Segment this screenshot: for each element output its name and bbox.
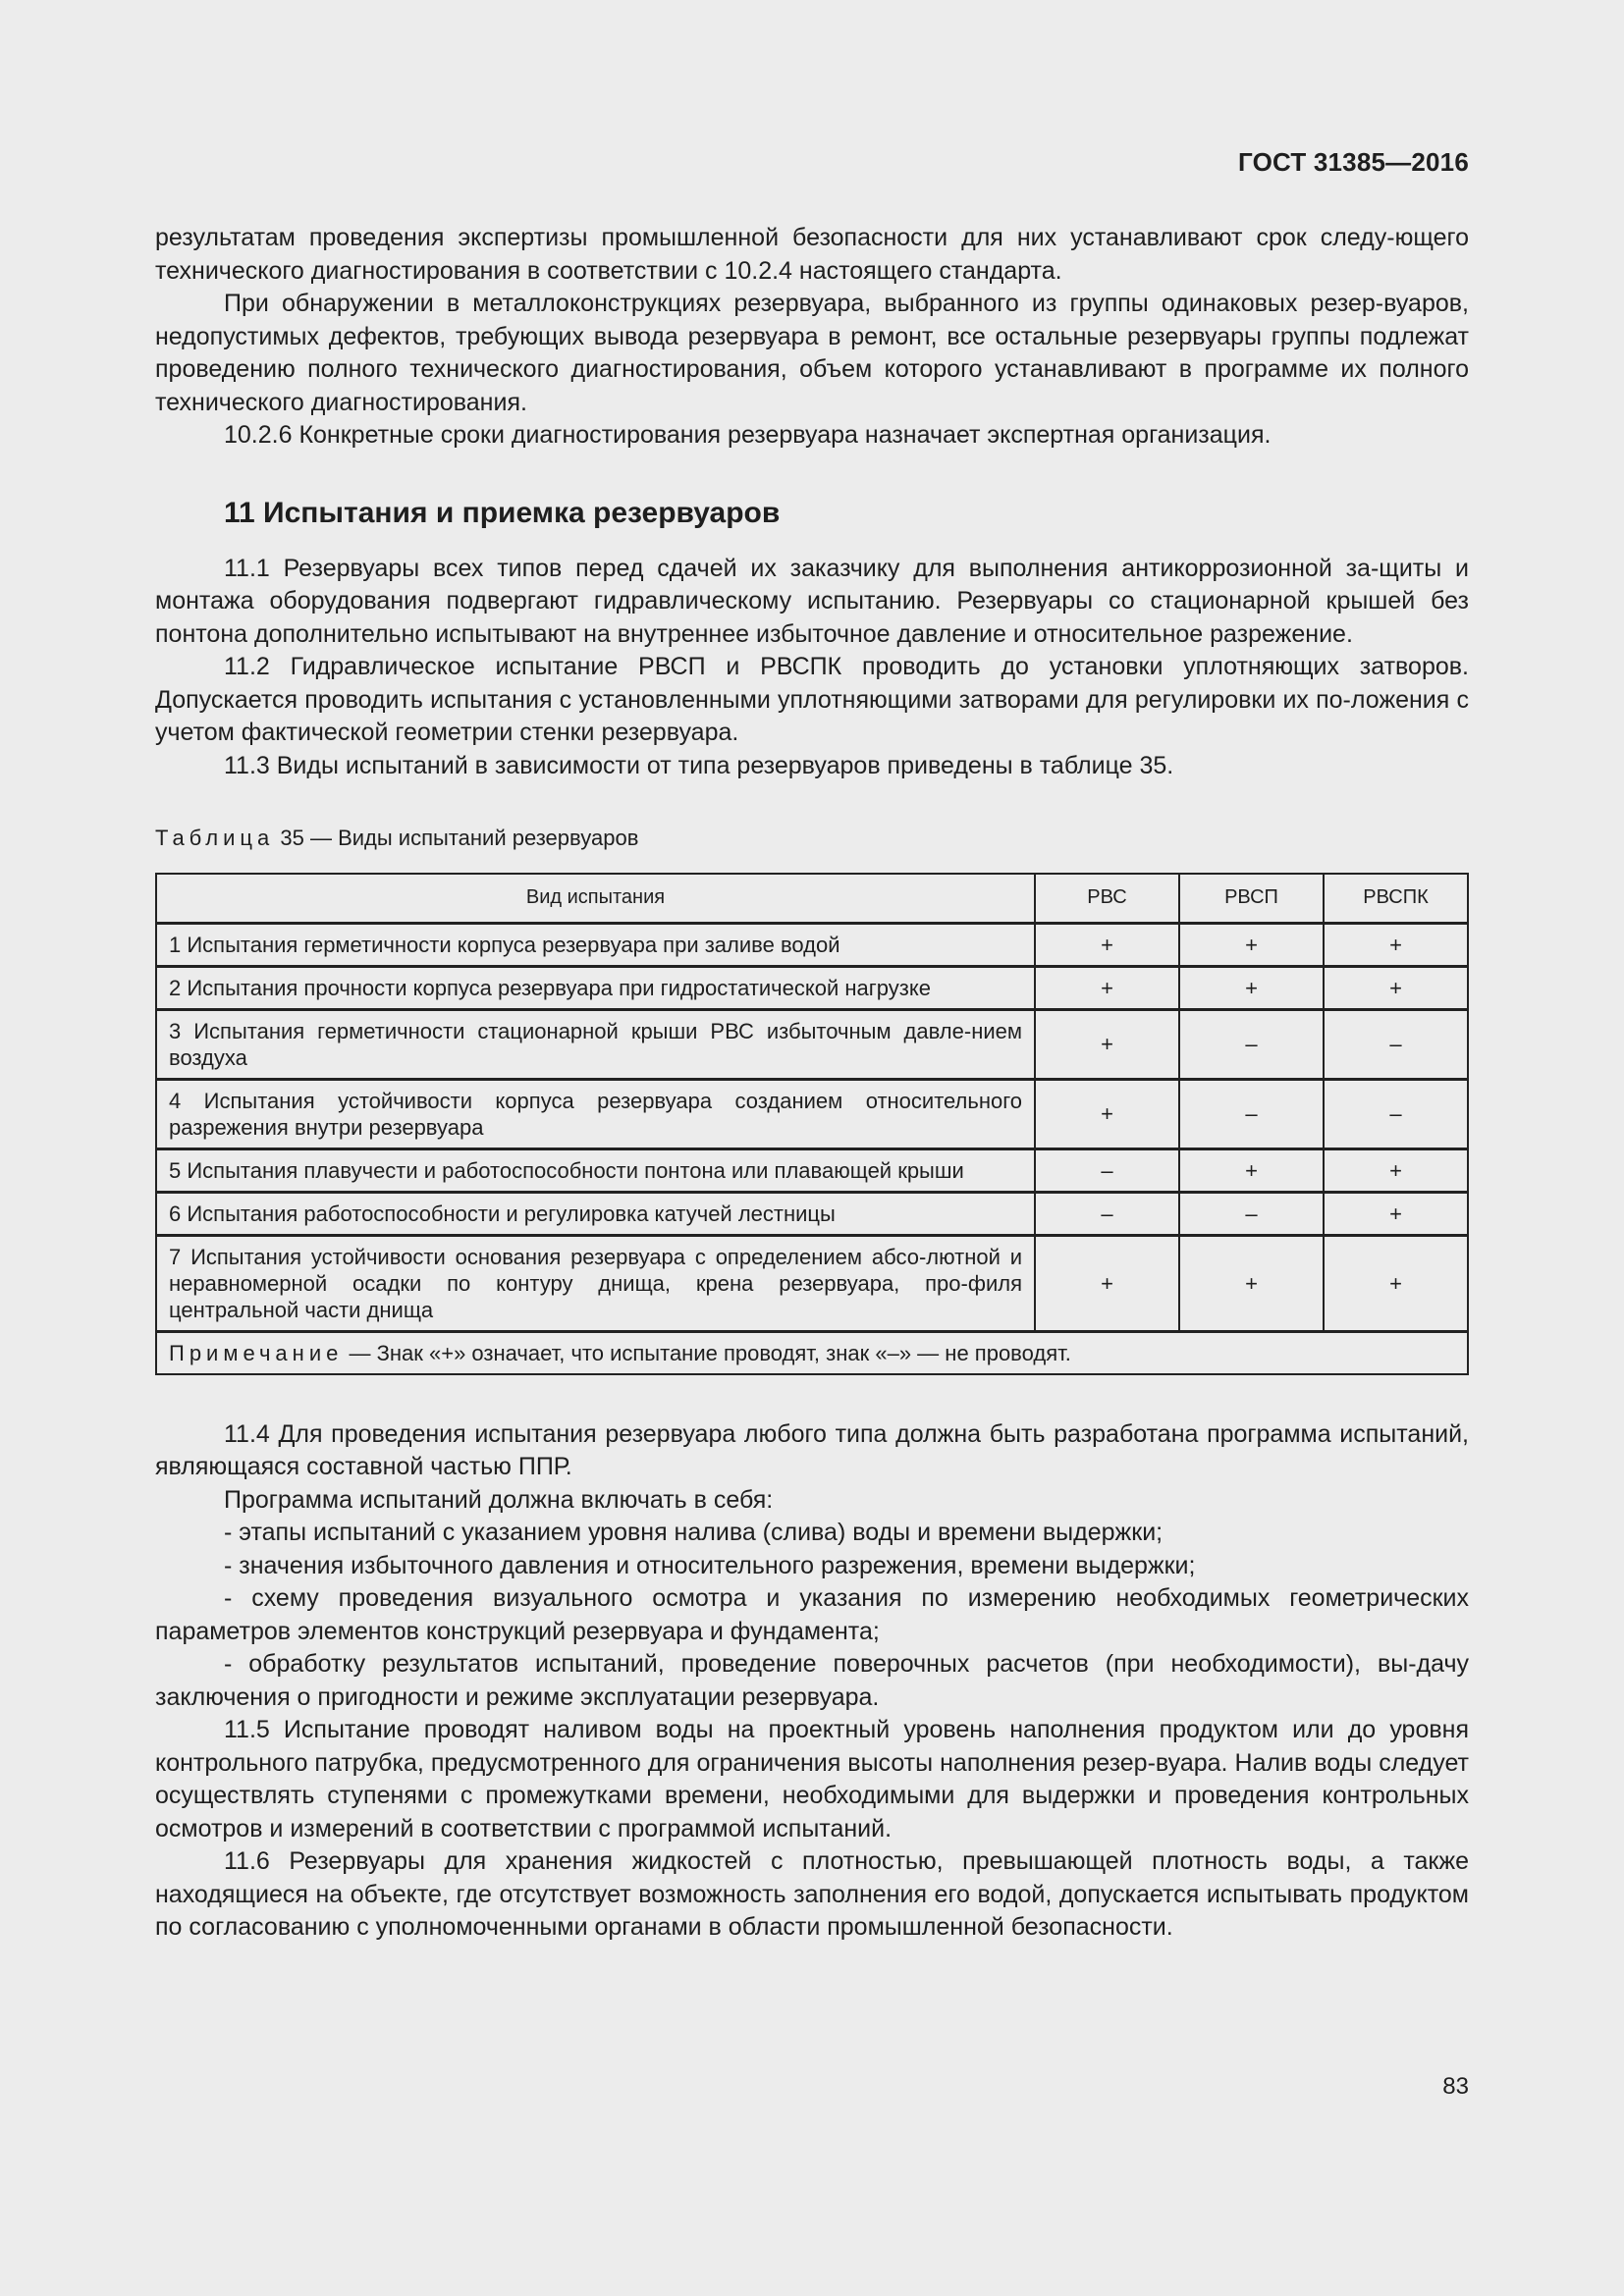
row-rvs-mark: + (1035, 966, 1179, 1009)
row-rvs-mark: + (1035, 1009, 1179, 1079)
table-row (156, 1079, 1468, 1148)
table-row (156, 1235, 1468, 1331)
table-header-row (156, 874, 1468, 924)
program-list-item: - обработку результатов испытаний, проведение поверочных расчетов (при необходимости), вы-дачу заключения о пригодности и режиме эксплуатации резервуара. (155, 1650, 1469, 1711)
table-caption-label: Таблица (155, 826, 275, 850)
intro-paragraph-1: результатам проведения экспертизы промышленной безопасности для них устанавливают срок следу-ющего технического диагностирования в соответствии с 10.2.4 настоящего стандарта. (155, 224, 1469, 285)
row-rvspk-mark: – (1324, 1009, 1468, 1079)
row-description: 6 Испытания работоспособности и регулировка катучей лестницы (156, 1192, 1035, 1235)
header-test-type: Вид испытания (156, 874, 1035, 924)
table-note-row (156, 1331, 1468, 1374)
row-rvs-mark: – (1035, 1192, 1179, 1235)
table-row (156, 1148, 1468, 1192)
intro-paragraph-3: 10.2.6 Конкретные сроки диагностирования резервуара назначает экспертная организация. (224, 421, 1272, 449)
paragraph-11-4: 11.4 Для проведения испытания резервуара любого типа должна быть разработана программа испытаний, являющаяся составной частью ППР. (155, 1419, 1469, 1480)
table-row (156, 923, 1468, 966)
after-table-text (155, 1418, 1469, 1945)
header-rvspk: РВСПК (1324, 874, 1468, 924)
table-row (156, 966, 1468, 1009)
program-list-item: - схему проведения визуального осмотра и указания по измерению необходимых геометрических параметров элементов конструкций резервуара и фундамента; (155, 1584, 1469, 1645)
row-rvs-mark: + (1035, 923, 1179, 966)
page-content (155, 222, 1469, 1945)
table-caption-text: 35 — Виды испытаний резервуаров (280, 826, 639, 850)
row-description: 3 Испытания герметичности стационарной крыши РВС избыточным давле-нием воздуха (156, 1009, 1035, 1079)
tests-table (155, 873, 1469, 1375)
row-description: 4 Испытания устойчивости корпуса резервуара созданием относительного разрежения внутри резервуара (156, 1079, 1035, 1148)
row-rvsp-mark: + (1179, 966, 1324, 1009)
section-paragraph-11-2: 11.2 Гидравлическое испытание РВСП и РВСПК проводить до установки уплотняющих затворов. Допускается проводить испытания с установленными уплотняющими затворами для регулировки их по-ложения с учетом фактической геометрии стенки резервуара. (155, 653, 1469, 746)
page-number: 83 (1442, 2073, 1469, 2100)
table-caption (155, 822, 1469, 855)
row-description: 7 Испытания устойчивости основания резервуара с определением абсо-лютной и неравномерной осадки по контуру днища, крена резервуара, про-филя центральной части днища (156, 1235, 1035, 1331)
row-description: 1 Испытания герметичности корпуса резервуара при заливе водой (156, 923, 1035, 966)
row-rvs-mark: – (1035, 1148, 1179, 1192)
program-list-item: - значения избыточного давления и относительного разрежения, времени выдержки; (224, 1551, 1196, 1579)
table-row (156, 1009, 1468, 1079)
row-rvspk-mark: + (1324, 1148, 1468, 1192)
row-rvsp-mark: – (1179, 1009, 1324, 1079)
paragraph-11-5: 11.5 Испытание проводят наливом воды на проектный уровень наполнения продуктом или до уровня контрольного патрубка, предусмотренного для ограничения высоты наполнения резер-вуара. Налив воды следует осуществлять ступенями с промежутками времени, необходимыми для выдержки и проведения контрольных осмотров и измерений в соответствии с программой испытаний. (155, 1716, 1469, 1842)
row-rvspk-mark: + (1324, 1235, 1468, 1331)
row-rvsp-mark: + (1179, 1235, 1324, 1331)
row-rvsp-mark: – (1179, 1079, 1324, 1148)
row-rvsp-mark: + (1179, 923, 1324, 966)
program-list-item: - этапы испытаний с указанием уровня налива (слива) воды и времени выдержки; (224, 1519, 1164, 1546)
row-description: 2 Испытания прочности корпуса резервуара при гидростатической нагрузке (156, 966, 1035, 1009)
table-row (156, 1192, 1468, 1235)
document-standard-header: ГОСТ 31385—2016 (1238, 147, 1469, 177)
row-rvspk-mark: + (1324, 923, 1468, 966)
table-note (156, 1331, 1468, 1374)
paragraph-11-6: 11.6 Резервуары для хранения жидкостей с плотностью, превышающей плотность воды, а также находящиеся на объекте, где отсутствует возможность заполнения его водой, допускается испытывать продуктом по согласованию с уполномоченными органами в области промышленной безопасности. (155, 1847, 1469, 1941)
row-rvspk-mark: + (1324, 1192, 1468, 1235)
header-rvs: РВС (1035, 874, 1179, 924)
table-note-label: Примечание (169, 1340, 344, 1365)
header-rvsp: РВСП (1179, 874, 1324, 924)
row-rvspk-mark: – (1324, 1079, 1468, 1148)
row-rvsp-mark: – (1179, 1192, 1324, 1235)
row-description: 5 Испытания плавучести и работоспособности понтона или плавающей крыши (156, 1148, 1035, 1192)
intro-paragraph-2: При обнаружении в металлоконструкциях резервуара, выбранного из группы одинаковых резер-вуаров, недопустимых дефектов, требующих вывода резервуара в ремонт, все остальные резервуары группы подлежат проведению полного технического диагностирования, объем которого устанавливают в программе их полного технического диагностирования. (155, 290, 1469, 416)
table-note-text: — Знак «+» означает, что испытание проводят, знак «–» — не проводят. (349, 1340, 1071, 1365)
row-rvs-mark: + (1035, 1079, 1179, 1148)
section-paragraph-11-3: 11.3 Виды испытаний в зависимости от типа резервуаров приведены в таблице 35. (224, 751, 1174, 779)
program-intro: Программа испытаний должна включать в себя: (224, 1485, 774, 1514)
section-paragraph-11-1: 11.1 Резервуары всех типов перед сдачей их заказчику для выполнения антикоррозионной за-щиты и монтажа оборудования подвергают гидравлическому испытанию. Резервуары со стационарной крышей без понтона дополнительно испытывают на внутреннее избыточное давление и относительное разрежение. (155, 554, 1469, 648)
row-rvsp-mark: + (1179, 1148, 1324, 1192)
row-rvspk-mark: + (1324, 966, 1468, 1009)
row-rvs-mark: + (1035, 1235, 1179, 1331)
section-heading: 11 Испытания и приемка резервуаров (224, 496, 781, 529)
